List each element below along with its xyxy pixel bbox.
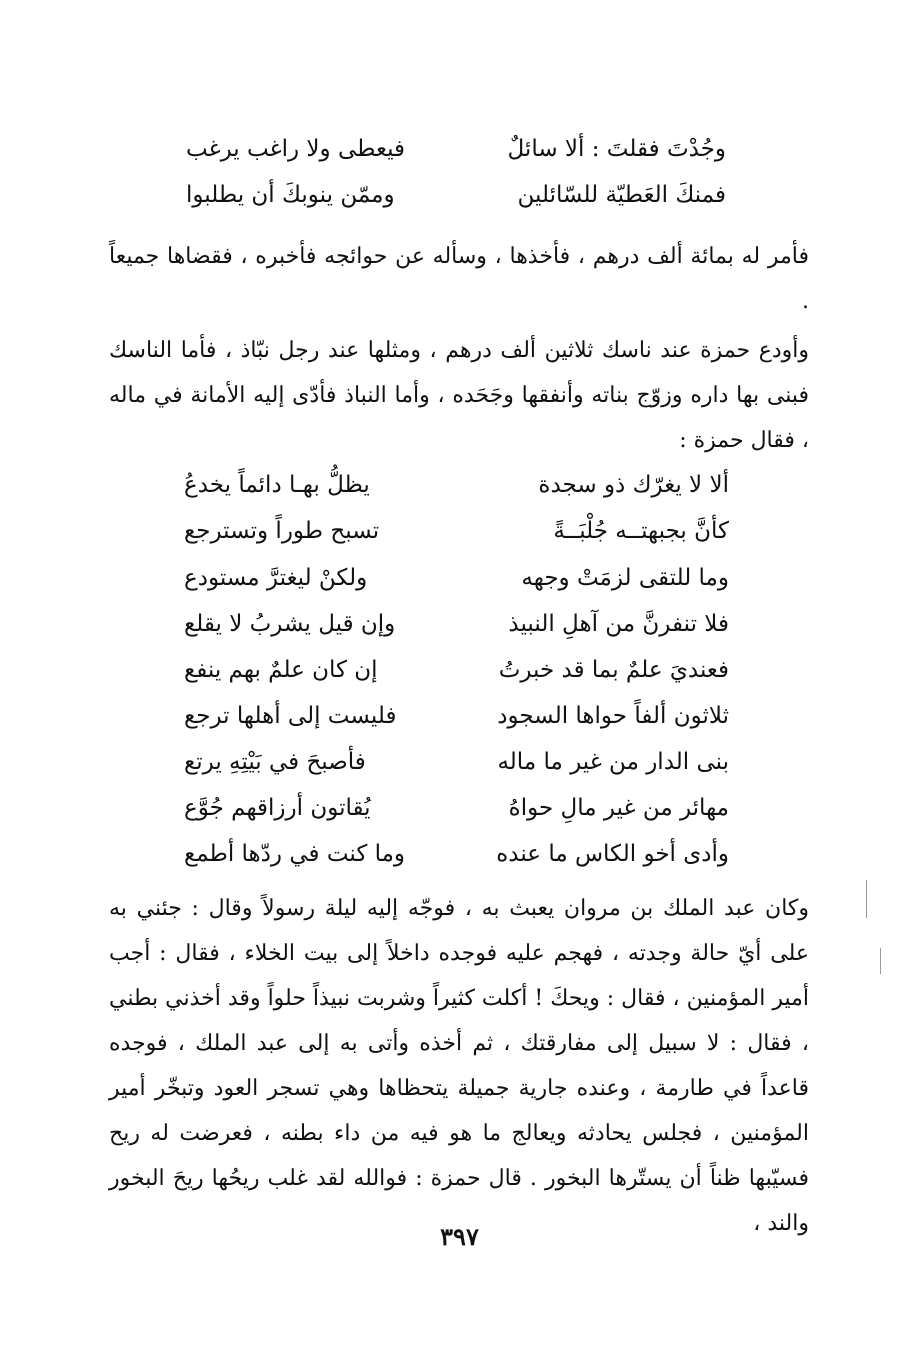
paragraph: فأمر له بمائة ألف درهم ، فأخذها ، وسأله عن حوائجه فأخبره ، فقضاها جميعاً . <box>109 244 809 314</box>
verse-second-hemistich: وممّن ينوبكَ أن يطلبوا <box>186 182 395 208</box>
verse-second-hemistich: إن كان علمٌ بهم ينفع <box>184 657 378 683</box>
opening-verse-2 <box>186 172 726 218</box>
margin-scan-mark <box>880 948 881 974</box>
opening-verse-1 <box>186 126 726 172</box>
poem-verse-7 <box>184 739 729 785</box>
poem-verse-1 <box>184 462 729 508</box>
verse-second-hemistich: فليست إلى أهلها ترجع <box>184 703 397 729</box>
poem-verse-8 <box>184 785 729 831</box>
poem-verse-9 <box>184 831 729 877</box>
margin-scan-mark <box>866 880 867 918</box>
paragraph: وكان عبد الملك بن مروان يعبث به ، فوجّه إليه ليلة رسولاً وقال : جئني به على أيّ حالة وجدته ، فهجم عليه فوجده داخلاً إلى بيت الخلاء ، فقال : أجب أمير المؤمنين ، فقال : ويحكَ ! أكلت كثيراً وشربت نبيذاً حلواً وقد أخذني بطني ، فقال : لا سبيل إلى مفارقتك ، ثم أخذه وأتى به إلى عبد الملك ، فوجده قاعداً في طارمة ، وعنده جارية جميلة يتحظاها وهي تسجر العود وتبخّر أمير المؤمنين ، فجلس يحادثه ويعالج ما هو فيه من داء بطنه ، فعرضت له ريح فسيّبها ظناً أن يستّرها البخور . قال حمزة : فوالله لقد غلب ريحُها ريحَ البخور والند ، <box>109 896 809 1236</box>
poem-verse-4 <box>184 601 729 647</box>
verse-first-hemistich: فعنديَ علمٌ بما قد خبرتُ <box>498 657 729 683</box>
verse-second-hemistich: يظلُّ بهـا دائماً يخدعُ <box>184 472 370 498</box>
verse-first-hemistich: كأنَّ بجبهتــه جُلْبَــةً <box>553 518 729 544</box>
verse-second-hemistich: فأصبحَ في بَيْتِهِ يرتع <box>184 749 366 775</box>
verse-first-hemistich: وأدى أخو الكاس ما عنده <box>496 841 729 867</box>
prose-block-2 <box>109 886 809 1246</box>
verse-first-hemistich: ثلاثون ألفاً حواها السجود <box>497 703 729 729</box>
verse-first-hemistich: ألا لا يغرّك ذو سجدة <box>538 472 729 498</box>
verse-first-hemistich: وجُدْتَ فقلتَ : ألا سائلٌ <box>507 136 726 162</box>
verse-second-hemistich: ولكنْ ليغترَّ مستودع <box>184 565 368 591</box>
verse-second-hemistich: يُقاتون أرزاقهم جُوَّع <box>184 795 371 821</box>
verse-second-hemistich: وإن قيل يشربُ لا يقلع <box>184 611 396 637</box>
verse-second-hemistich: فيعطى ولا راغب يرغب <box>186 136 406 162</box>
poem-verse-6 <box>184 693 729 739</box>
verse-second-hemistich: تسبح طوراً وتسترجع <box>184 518 380 544</box>
poem-verse-2 <box>184 508 729 554</box>
page-number: ٣٩٧ <box>440 1222 479 1251</box>
poem-verse-3 <box>184 555 729 601</box>
verse-first-hemistich: فمنكَ العَطيّة للسّائلين <box>517 182 726 208</box>
verse-first-hemistich: مهائر من غير مالِ حواهُ <box>508 795 729 821</box>
poem-verse-5 <box>184 647 729 693</box>
verse-second-hemistich: وما كنت في ردّها أطمع <box>184 841 406 867</box>
paragraph: وأودع حمزة عند ناسك ثلاثين ألف درهم ، ومثلها عند رجل نبّاذ ، فأما الناسك فبنى بها داره وزوّج بناته وأنفقها وجَحَده ، وأما النباذ فأدّى إليه الأمانة في ماله ، فقال حمزة : <box>109 338 809 453</box>
verse-first-hemistich: بنى الدار من غير ما ماله <box>497 749 729 775</box>
prose-block-1 <box>109 234 809 463</box>
verse-first-hemistich: فلا تنفرنَّ من آهلِ النبيذ <box>508 611 729 637</box>
verse-first-hemistich: وما للتقى لزمَتْ وجهه <box>521 565 729 591</box>
